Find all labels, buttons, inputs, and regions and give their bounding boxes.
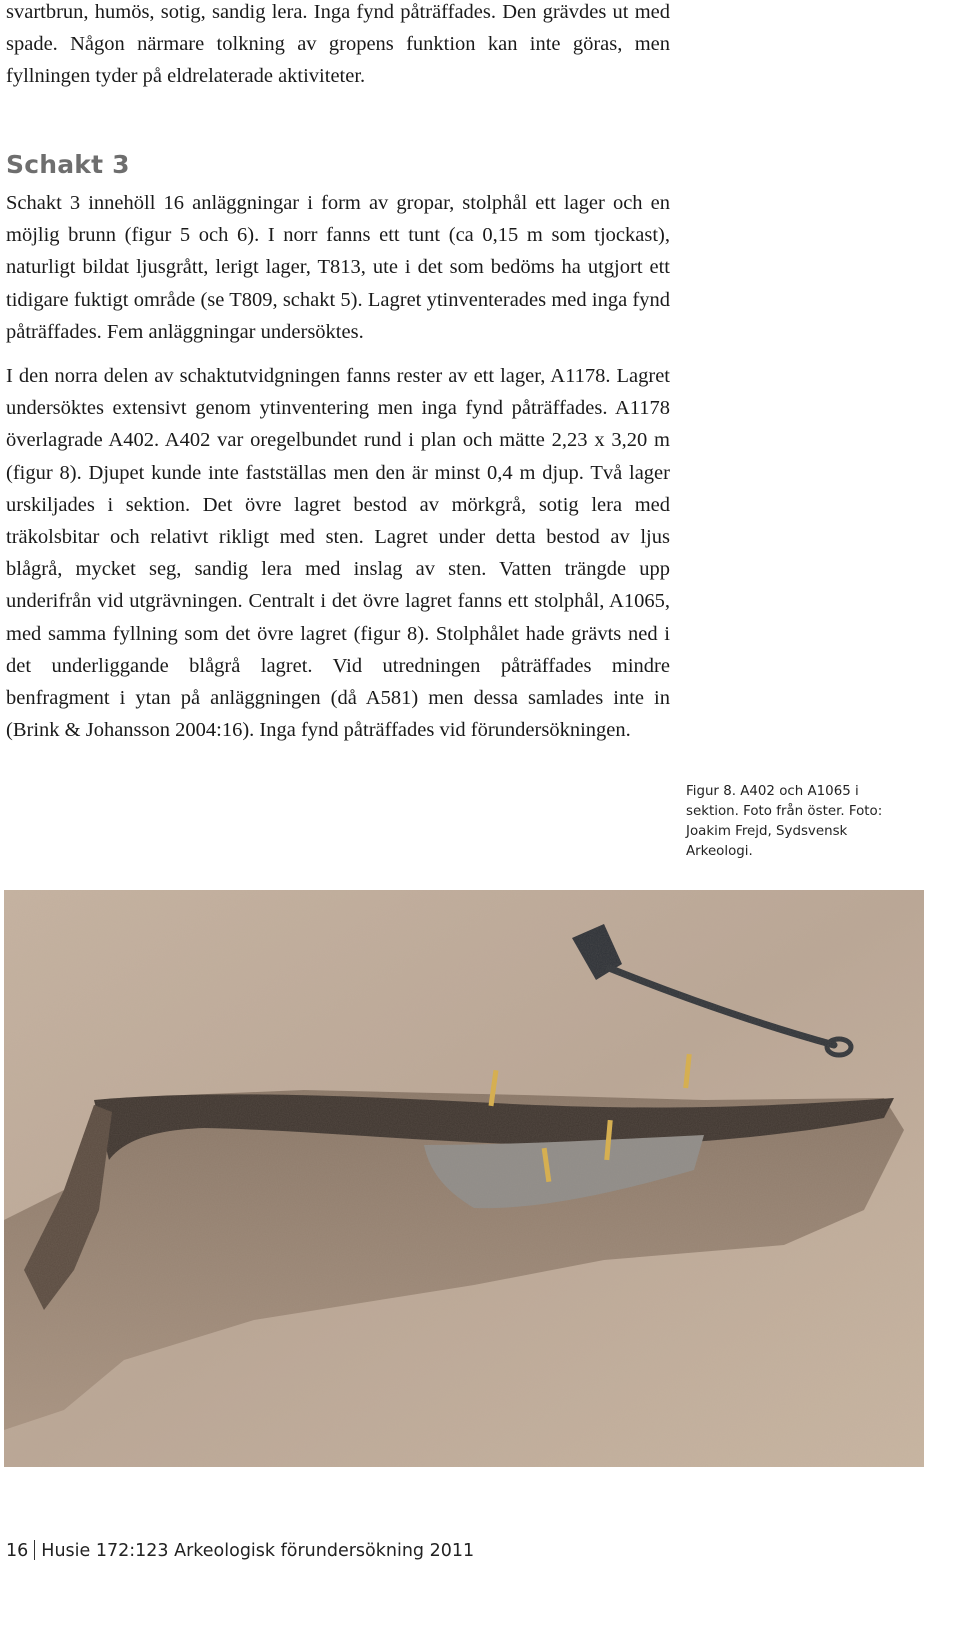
footer-separator [34,1540,35,1560]
intro-text-block [6,0,670,93]
report-title: Husie 172:123 Arkeologisk förundersökning 2011 [41,1541,475,1561]
page-footer [6,1540,474,1561]
schakt3-paragraph-2: I den norra delen av schaktutvidgningen fanns rester av ett lager, A1178. Lagret undersöktes extensivt genom ytinventering men inga fynd påträffades. A1178 överlagrade A402. A402 var oregelbundet rund i plan och mätte 2,23 x 3,20 m (figur 8). Djupet kunde inte fastställas men den är minst 0,4 m djup. Två lager urskiljades i sektion. Det övre lagret bestod av mörkgrå, sotig lera med träkolsbitar och relativt rikligt med sten. Lagret under detta bestod av ljus blågrå, mycket seg, sandig lera med inslag av sten. Vatten trängde upp underifrån vid utgrävningen. Centralt i det övre lagret fanns ett stolphål, A1065, med samma fyllning som det övre lagret (figur 8). Stolphålet hade grävts ned i det underliggande blågrå lagret. Vid utredningen påträffades mindre benfragment i ytan på anläggningen (då A581) men dessa samlades inte in (Brink & Johansson 2004:16). Inga fynd påträffades vid förundersökningen. [6,365,670,742]
schakt3-paragraph-1: Schakt 3 innehöll 16 anläggningar i form av gropar, stolphål ett lager och en möjlig brunn (figur 5 och 6). I norr fanns ett tunt (ca 0,15 m som tjockast), naturligt bildat ljusgrått, lerigt lager, T813, ute i det som bedöms ha utgjort ett tidigare fuktigt område (se T809, schakt 5). Lagret ytinventerades med inga fynd påträffades. Fem anläggningar undersöktes. [6,192,670,343]
schakt3-text-block [6,187,670,746]
page-number: 16 [6,1541,29,1561]
excavation-photo-image [4,890,924,1467]
intro-paragraph: svartbrun, humös, sotig, sandig lera. Inga fynd påträffades. Den grävdes ut med spade. Någon närmare tolkning av gropens funktion kan inte göras, men fyllningen tyder på eldrelaterade aktiviteter. [6,1,670,88]
excavation-photo [4,890,924,1467]
figure-caption: Figur 8. A402 och A1065 i sektion. Foto från öster. Foto: Joakim Frejd, Sydsvensk Arkeologi. [686,784,883,859]
section-heading: Schakt 3 [6,150,130,179]
